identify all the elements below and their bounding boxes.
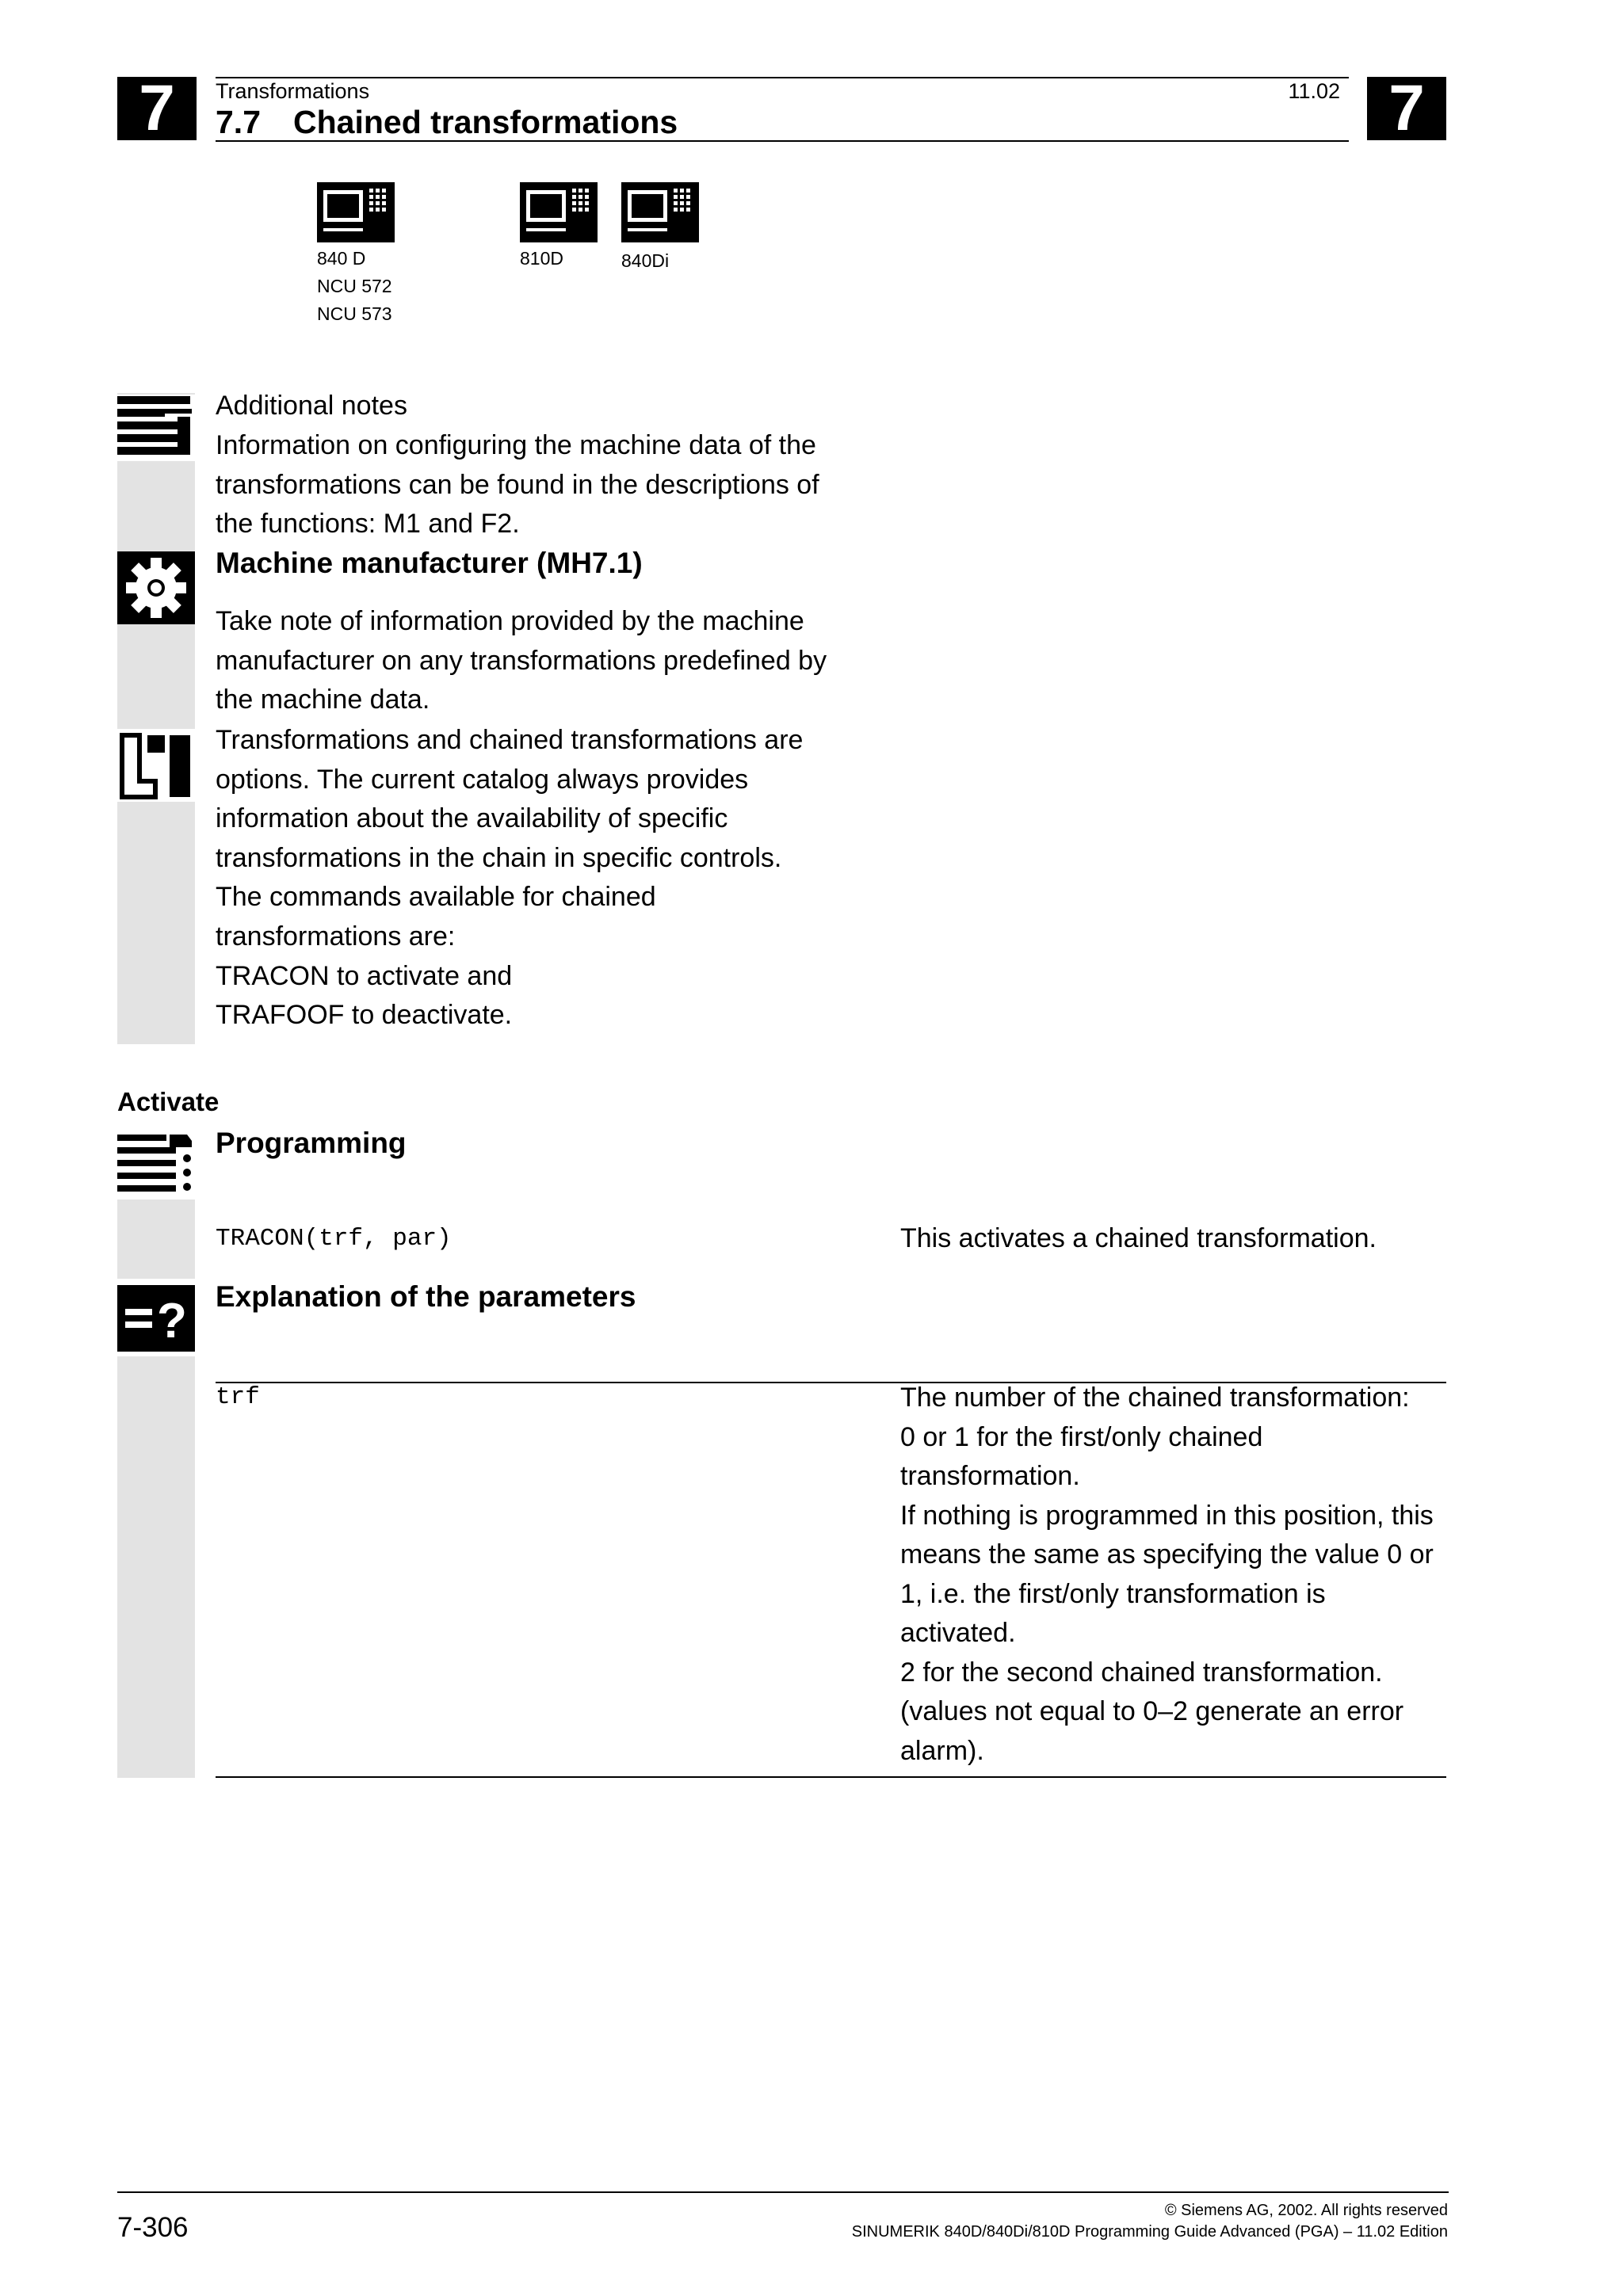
param-description-line: alarm). (900, 1735, 984, 1766)
param-description-line: 2 for the second chained transformation. (900, 1657, 1383, 1688)
param-description-line: means the same as specifying the value 0 or (900, 1539, 1434, 1569)
activate-label: Activate (117, 1087, 220, 1116)
params-sidebar (117, 1356, 195, 1778)
svg-text:?: ? (157, 1294, 187, 1348)
programming-heading: Programming (216, 1127, 407, 1159)
control-label-line: NCU 573 (317, 303, 392, 324)
additional-notes-label: Additional notes (216, 391, 407, 421)
programming-list-icon (117, 1131, 195, 1199)
footer-rule (117, 2191, 1449, 2193)
controller-icon (317, 182, 395, 242)
footer-edition: SINUMERIK 840D/840Di/810D Programming Guide Advanced (PGA) – 11.02 Edition (851, 2223, 1448, 2241)
options-icon (117, 729, 195, 802)
commands-line-2: transformations are: (216, 921, 456, 952)
syntax-code: TRACON(trf, par) (216, 1225, 452, 1253)
options-text: Transformations and chained transformations are options. The current catalog always provides information about the availability of specific transformations in the chain in specific controls. (216, 725, 804, 873)
param-description (900, 1379, 1455, 1771)
header-top-rule (216, 77, 1349, 78)
control-label-840di: 840Di (621, 250, 670, 271)
commands-line-1: The commands available for chained (216, 882, 656, 912)
gear-icon (117, 551, 195, 624)
footer-copyright: © Siemens AG, 2002. All rights reserved (1164, 2202, 1448, 2219)
control-label-840d (317, 245, 392, 328)
control-label-810d: 810D (520, 248, 563, 269)
param-name: trf (216, 1383, 260, 1411)
syntax-description: This activates a chained transformation. (900, 1223, 1377, 1253)
header-bottom-rule (216, 140, 1349, 142)
additional-notes-text: Information on configuring the machine data of the transformations can be found in the descriptions of the functions: M1 and F2. (216, 430, 819, 539)
param-description-line: The number of the chained transformation: (900, 1383, 1410, 1413)
param-description-line: transformation. (900, 1461, 1080, 1491)
control-label-line: NCU 572 (317, 276, 392, 296)
manufacturer-heading: Machine manufacturer (MH7.1) (216, 547, 643, 579)
param-description-line: If nothing is programmed in this position, this (900, 1500, 1434, 1531)
pointing-hand-icon (117, 395, 195, 461)
header-date: 11.02 (1288, 79, 1340, 103)
param-description-line: 0 or 1 for the first/only chained (900, 1421, 1263, 1452)
param-description-line: (values not equal to 0–2 generate an error (900, 1696, 1404, 1726)
param-description-line: 1, i.e. the first/only transformation is (900, 1578, 1326, 1609)
chapter-badge-right: 7 (1367, 77, 1446, 140)
manufacturer-text: Take note of information provided by the machine manufacturer on any transformations predefined by the machine data. (216, 606, 827, 715)
trafoof-line: TRAFOOF to deactivate. (216, 1000, 513, 1030)
chapter-badge-left: 7 (117, 77, 197, 140)
param-description-line: activated. (900, 1618, 1016, 1648)
section-number: 7.7 (216, 104, 261, 140)
notes-sidebar (117, 393, 195, 1044)
explanation-icon (117, 1285, 195, 1352)
control-label-line: 840 D (317, 248, 366, 269)
params-heading: Explanation of the parameters (216, 1280, 636, 1313)
params-table-bottom-rule (216, 1776, 1446, 1778)
section-title: Chained transformations (293, 104, 678, 140)
header-section-name: Transformations (216, 79, 370, 103)
page-title (216, 104, 678, 141)
tracon-line: TRACON to activate and (216, 961, 513, 991)
page-number: 7-306 (117, 2212, 189, 2243)
controller-icon (520, 182, 598, 242)
controller-icon (621, 182, 699, 242)
